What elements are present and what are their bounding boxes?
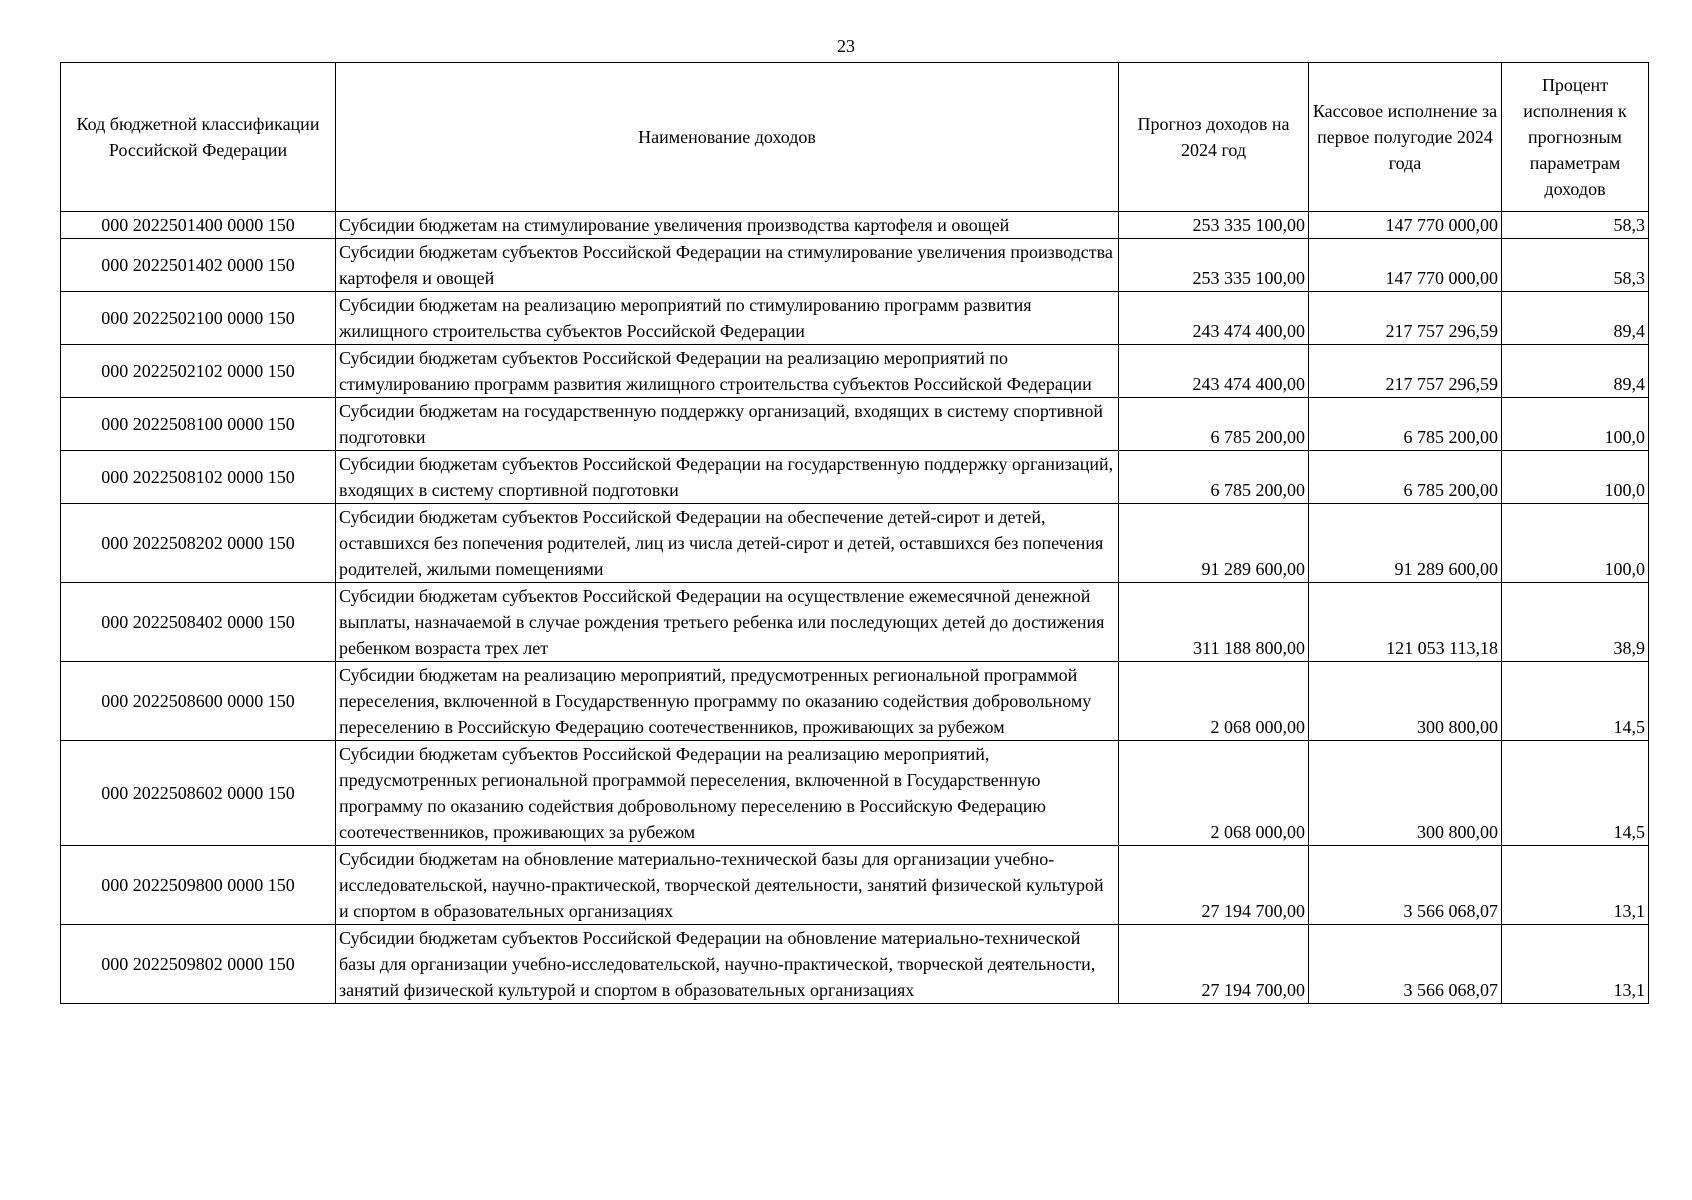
cell-percent: 100,0 [1502, 398, 1649, 451]
cell-name: Субсидии бюджетам на реализацию мероприятий, предусмотренных региональной программой переселения, включенной в Государственную программу по оказанию содействия добровольному переселению в Российскую Федерацию соотечественников, проживающих за рубежом [336, 662, 1119, 741]
cell-name: Субсидии бюджетам на обновление материально-технической базы для организации учебно-исследовательской, научно-практической, творческой деятельности, занятий физической культурой и спортом в образовательных организациях [336, 846, 1119, 925]
header-cash: Кассовое исполнение за первое полугодие 2024 года [1309, 63, 1502, 212]
page-number: 23 [837, 36, 855, 56]
cell-forecast: 27 194 700,00 [1119, 925, 1309, 1004]
table-row [61, 741, 1649, 846]
cell-cash: 147 770 000,00 [1309, 239, 1502, 292]
cell-cash: 91 289 600,00 [1309, 504, 1502, 583]
cell-name: Субсидии бюджетам субъектов Российской Федерации на обеспечение детей-сирот и детей, оставшихся без попечения родителей, лиц из числа детей-сирот и детей, оставшихся без попечения родителей, жилыми помещениями [336, 504, 1119, 583]
cell-percent: 13,1 [1502, 925, 1649, 1004]
cell-code: 000 2022509800 0000 150 [61, 846, 336, 925]
cell-code: 000 2022508602 0000 150 [61, 741, 336, 846]
cell-forecast: 243 474 400,00 [1119, 292, 1309, 345]
cell-code: 000 2022508202 0000 150 [61, 504, 336, 583]
cell-forecast: 2 068 000,00 [1119, 741, 1309, 846]
table-row [61, 292, 1649, 345]
cell-percent: 38,9 [1502, 583, 1649, 662]
cell-cash: 6 785 200,00 [1309, 451, 1502, 504]
cell-name: Субсидии бюджетам на государственную поддержку организаций, входящих в систему спортивной подготовки [336, 398, 1119, 451]
table-header [61, 63, 1649, 212]
cell-percent: 100,0 [1502, 504, 1649, 583]
header-row [61, 63, 1649, 212]
cell-code: 000 2022508100 0000 150 [61, 398, 336, 451]
table-row [61, 504, 1649, 583]
cell-code: 000 2022501402 0000 150 [61, 239, 336, 292]
cell-cash: 6 785 200,00 [1309, 398, 1502, 451]
cell-forecast: 91 289 600,00 [1119, 504, 1309, 583]
cell-percent: 58,3 [1502, 239, 1649, 292]
cell-code: 000 2022508402 0000 150 [61, 583, 336, 662]
cell-name: Субсидии бюджетам субъектов Российской Федерации на реализацию мероприятий по стимулированию программ развития жилищного строительства субъектов Российской Федерации [336, 345, 1119, 398]
cell-forecast: 2 068 000,00 [1119, 662, 1309, 741]
table-row [61, 451, 1649, 504]
table-row [61, 398, 1649, 451]
cell-name: Субсидии бюджетам субъектов Российской Федерации на обновление материально-технической базы для организации учебно-исследовательской, научно-практической, творческой деятельности, занятий физической культурой и спортом в образовательных организациях [336, 925, 1119, 1004]
cell-cash: 147 770 000,00 [1309, 212, 1502, 239]
cell-percent: 58,3 [1502, 212, 1649, 239]
cell-name: Субсидии бюджетам на реализацию мероприятий по стимулированию программ развития жилищного строительства субъектов Российской Федерации [336, 292, 1119, 345]
table-body [61, 212, 1649, 1004]
cell-forecast: 243 474 400,00 [1119, 345, 1309, 398]
header-name: Наименование доходов [336, 63, 1119, 212]
cell-percent: 13,1 [1502, 846, 1649, 925]
cell-forecast: 253 335 100,00 [1119, 239, 1309, 292]
cell-percent: 14,5 [1502, 662, 1649, 741]
cell-forecast: 253 335 100,00 [1119, 212, 1309, 239]
cell-code: 000 2022501400 0000 150 [61, 212, 336, 239]
cell-cash: 300 800,00 [1309, 741, 1502, 846]
cell-cash: 217 757 296,59 [1309, 292, 1502, 345]
cell-name: Субсидии бюджетам субъектов Российской Федерации на реализацию мероприятий, предусмотренных региональной программой переселения, включенной в Государственную программу по оказанию содействия добровольному переселению в Российскую Федерацию соотечественников, проживающих за рубежом [336, 741, 1119, 846]
cell-forecast: 6 785 200,00 [1119, 451, 1309, 504]
header-percent: Процент исполнения к прогнозным параметрам доходов [1502, 63, 1649, 212]
cell-code: 000 2022509802 0000 150 [61, 925, 336, 1004]
cell-cash: 3 566 068,07 [1309, 846, 1502, 925]
cell-cash: 300 800,00 [1309, 662, 1502, 741]
cell-code: 000 2022508102 0000 150 [61, 451, 336, 504]
table-row [61, 345, 1649, 398]
cell-forecast: 6 785 200,00 [1119, 398, 1309, 451]
cell-name: Субсидии бюджетам субъектов Российской Федерации на стимулирование увеличения производства картофеля и овощей [336, 239, 1119, 292]
header-code: Код бюджетной классификации Российской Федерации [61, 63, 336, 212]
cell-forecast: 311 188 800,00 [1119, 583, 1309, 662]
cell-cash: 121 053 113,18 [1309, 583, 1502, 662]
table-row [61, 662, 1649, 741]
cell-name: Субсидии бюджетам субъектов Российской Федерации на осуществление ежемесячной денежной выплаты, назначаемой в случае рождения третьего ребенка или последующих детей до достижения ребенком возраста трех лет [336, 583, 1119, 662]
cell-code: 000 2022502100 0000 150 [61, 292, 336, 345]
cell-cash: 217 757 296,59 [1309, 345, 1502, 398]
cell-name: Субсидии бюджетам субъектов Российской Федерации на государственную поддержку организаций, входящих в систему спортивной подготовки [336, 451, 1119, 504]
cell-cash: 3 566 068,07 [1309, 925, 1502, 1004]
table-row [61, 212, 1649, 239]
cell-forecast: 27 194 700,00 [1119, 846, 1309, 925]
cell-percent: 89,4 [1502, 345, 1649, 398]
cell-code: 000 2022502102 0000 150 [61, 345, 336, 398]
cell-percent: 14,5 [1502, 741, 1649, 846]
table-row [61, 239, 1649, 292]
cell-percent: 89,4 [1502, 292, 1649, 345]
cell-percent: 100,0 [1502, 451, 1649, 504]
cell-code: 000 2022508600 0000 150 [61, 662, 336, 741]
table-row [61, 583, 1649, 662]
income-table [60, 62, 1649, 1004]
cell-name: Субсидии бюджетам на стимулирование увеличения производства картофеля и овощей [336, 212, 1119, 239]
header-forecast: Прогноз доходов на 2024 год [1119, 63, 1309, 212]
table-row [61, 925, 1649, 1004]
table-row [61, 846, 1649, 925]
